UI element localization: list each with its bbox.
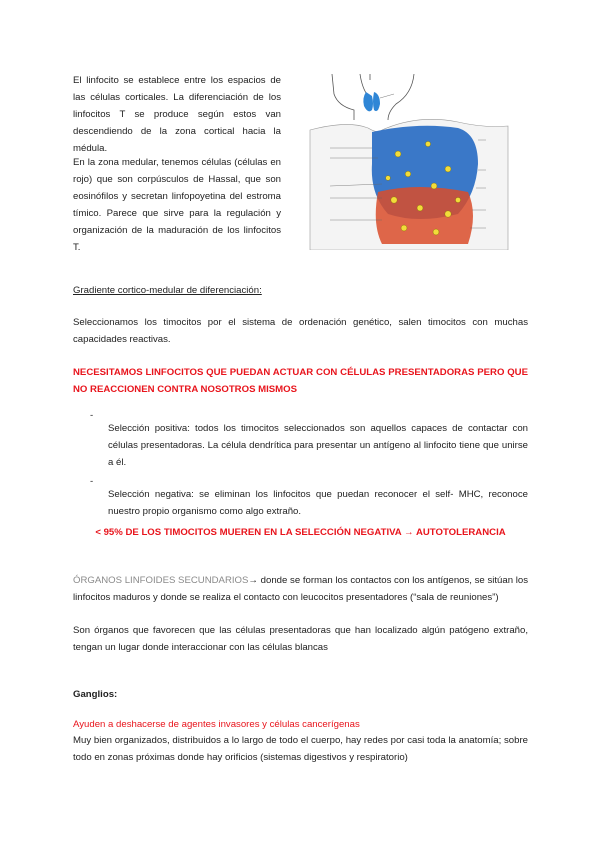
intro-paragraph-1: El linfocito se establece entre los espacios de las células corticales. La diferenciación de los linfocitos T se produce según estos van descendiendo de la zona cortical hacia la médula. xyxy=(73,75,281,154)
thymus-lobe-left xyxy=(363,92,373,111)
alert-statement: NECESITAMOS LINFOCITOS QUE PUEDAN ACTUAR CON CÉLULAS PRESENTADORAS PERO QUE NO REACCIONEN CONTRA NOSOTROS MISMOS xyxy=(73,367,528,395)
ganglios-paragraph: Muy bien organizados, distribuidos a lo largo de todo el cuerpo, hay redes por casi toda la anatomía; sobre todo en zonas próximas donde hay orificios (sistemas digestivos y respiratorio) xyxy=(73,735,528,763)
bullet-marker-negative: - xyxy=(90,476,94,487)
intro-paragraph-2: En la zona medular, tenemos células (células en rojo) que son corpúsculos de Hassal, que son eosinófilos y secretan linfopoyetina del estroma tímico. Parece que sirve para la regulación y organización de la maduración de los linfocitos T. xyxy=(73,157,281,253)
secondary-organs-definition: → donde se forman los contactos con los antígenos, se sitúan los linfocitos maduros y donde se realiza el contacto con leucocitos presentadores (“sala de reuniones”) xyxy=(73,575,528,603)
bullet-positive-selection: Selección positiva: todos los timocitos seleccionados son aquellos capaces de contactar con células presentadoras. La célula dendrítica para presentar un antígeno al linfocito tiene que unirse a él. xyxy=(108,422,528,468)
gradient-paragraph: Seleccionamos los timocitos por el sistema de ordenación genético, salen timocitos con muchas capacidades reactivas. xyxy=(73,317,528,345)
secondary-organs-term: ÓRGANOS LINFOIDES SECUNDARIOS xyxy=(73,575,249,586)
thymus-lobe-right xyxy=(373,92,380,111)
thymus-icon xyxy=(363,92,394,111)
body-silhouette xyxy=(332,74,414,120)
gradient-heading: Gradiente cortico-medular de diferenciación: xyxy=(73,285,262,296)
selection-summary: < 95% DE LOS TIMOCITOS MUEREN EN LA SELECCIÓN NEGATIVA → AUTOTOLERANCIA xyxy=(95,527,506,538)
bullet-negative-selection: Selección negativa: se eliminan los linfocitos que puedan reconocer el self- MHC, reconoce nuestro propio organismo como algo extraño. xyxy=(108,488,528,517)
thymus-leader xyxy=(380,94,394,98)
secondary-organs-paragraph-2: Son órganos que favorecen que las células presentadoras que han localizado algún patógeno extraño, tengan un lugar donde interaccionar con las células blancas xyxy=(73,625,528,653)
ganglios-subheading: Ayuden a deshacerse de agentes invasores y células cancerígenas xyxy=(73,719,360,730)
bullet-marker-positive: - xyxy=(90,410,94,421)
ganglios-heading: Ganglios: xyxy=(73,689,118,700)
secondary-organs-paragraph xyxy=(73,572,528,606)
thymus-figure xyxy=(308,74,530,250)
medulla-region xyxy=(376,187,473,244)
